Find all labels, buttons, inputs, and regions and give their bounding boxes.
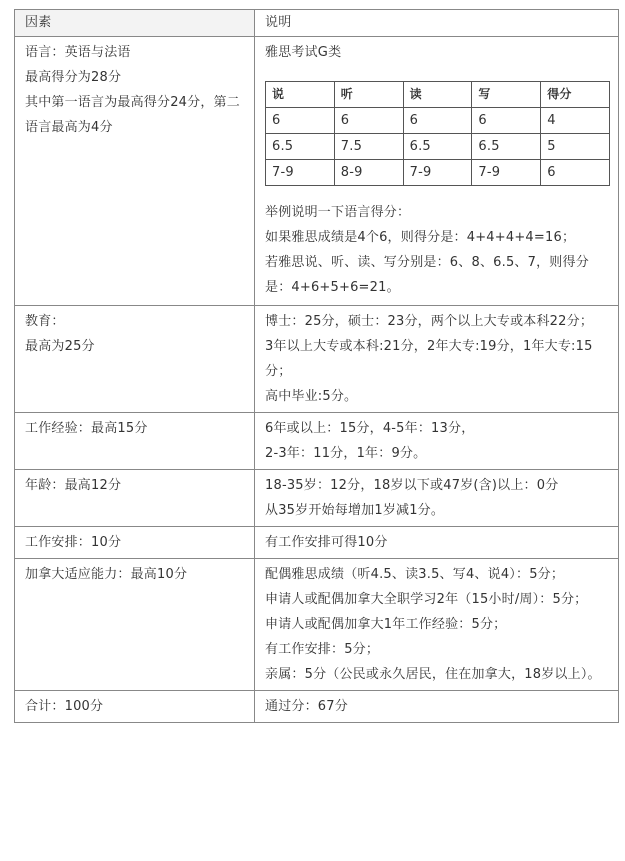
ielts-row	[266, 160, 610, 186]
header-description: 说明	[255, 10, 619, 37]
language-example-line: 如果雅思成绩是4个6，则得分是：4+4+4+4=16；	[265, 230, 576, 245]
job-desc-line: 有工作安排可得10分	[265, 535, 388, 550]
job-factor-cell	[15, 527, 255, 559]
language-factor-line: 语言：英语与法语	[25, 45, 131, 60]
language-factor-line: 最高得分为28分	[25, 70, 122, 85]
ielts-cell: 7-9	[403, 160, 472, 186]
header-factor: 因素	[15, 10, 255, 37]
adapt-description-cell	[255, 559, 619, 691]
total-factor-cell	[15, 691, 255, 723]
education-factor-cell	[15, 306, 255, 413]
work-factor-line: 工作经验：最高15分	[25, 421, 148, 436]
adapt-desc-line: 申请人或配偶加拿大全职学习2年（15小时/周）：5分；	[265, 592, 588, 607]
age-factor-cell	[15, 470, 255, 527]
adapt-desc-line: 亲属：5分（公民或永久居民，住在加拿大，18岁以上）。	[265, 667, 601, 682]
age-row	[15, 470, 619, 527]
total-desc-line: 通过分：67分	[265, 699, 348, 714]
age-desc-line: 从35岁开始每增加1岁减1分。	[265, 503, 445, 518]
language-description-cell	[255, 37, 619, 306]
ielts-cell: 7.5	[334, 134, 403, 160]
ielts-cell: 6	[403, 108, 472, 134]
ielts-header-writing: 写	[472, 82, 541, 108]
work-description-cell	[255, 413, 619, 470]
points-table	[14, 9, 619, 723]
language-factor-cell	[15, 37, 255, 306]
header-row	[15, 10, 619, 37]
total-description-cell	[255, 691, 619, 723]
language-row	[15, 37, 619, 306]
ielts-cell: 5	[541, 134, 610, 160]
job-description-cell	[255, 527, 619, 559]
ielts-header-points: 得分	[541, 82, 610, 108]
work-desc-line: 2-3年：11分，1年：9分。	[265, 446, 427, 461]
age-factor-line: 年龄：最高12分	[25, 478, 122, 493]
ielts-cell: 6.5	[472, 134, 541, 160]
ielts-header-speaking: 说	[266, 82, 335, 108]
ielts-cell: 6	[266, 108, 335, 134]
ielts-row	[266, 108, 610, 134]
ielts-cell: 7-9	[472, 160, 541, 186]
ielts-cell: 6.5	[266, 134, 335, 160]
education-desc-line: 3年以上大专或本科:21分，2年大专:19分，1年大专:15分；	[265, 339, 593, 379]
age-description-cell	[255, 470, 619, 527]
total-factor-line: 合计：100分	[25, 699, 104, 714]
ielts-cell: 8-9	[334, 160, 403, 186]
age-desc-line: 18-35岁：12分，18岁以下或47岁(含)以上：0分	[265, 478, 559, 493]
ielts-cell: 7-9	[266, 160, 335, 186]
education-factor-line: 最高为25分	[25, 339, 95, 354]
adaptability-row	[15, 559, 619, 691]
language-factor-line: 其中第一语言为最高得分24分，第二语言最高为4分	[25, 95, 240, 135]
adapt-desc-line: 有工作安排：5分；	[265, 642, 380, 657]
ielts-header-reading: 读	[403, 82, 472, 108]
adapt-factor-line: 加拿大适应能力：最高10分	[25, 567, 188, 582]
work-desc-line: 6年或以上：15分，4-5年：13分，	[265, 421, 475, 436]
work-experience-row	[15, 413, 619, 470]
ielts-row	[266, 134, 610, 160]
education-description-cell	[255, 306, 619, 413]
ielts-cell: 6	[541, 160, 610, 186]
education-desc-line: 博士：25分，硕士：23分，两个以上大专或本科22分；	[265, 314, 594, 329]
adapt-factor-cell	[15, 559, 255, 691]
ielts-header-row	[266, 82, 610, 108]
job-factor-line: 工作安排：10分	[25, 535, 122, 550]
ielts-score-table	[265, 81, 610, 186]
language-example-line: 若雅思说、听、读、写分别是：6、8、6.5、7，则得分是：4+6+5+6=21。	[265, 255, 589, 295]
ielts-cell: 6	[472, 108, 541, 134]
job-offer-row	[15, 527, 619, 559]
ielts-cell: 4	[541, 108, 610, 134]
education-desc-line: 高中毕业:5分。	[265, 389, 358, 404]
ielts-title: 雅思考试G类	[265, 45, 342, 60]
adapt-desc-line: 配偶雅思成绩（听4.5、读3.5、写4、说4）：5分；	[265, 567, 565, 582]
language-example-line: 举例说明一下语言得分：	[265, 205, 411, 220]
ielts-cell: 6.5	[403, 134, 472, 160]
adapt-desc-line: 申请人或配偶加拿大1年工作经验：5分；	[265, 617, 507, 632]
education-row	[15, 306, 619, 413]
ielts-header-listening: 听	[334, 82, 403, 108]
total-row	[15, 691, 619, 723]
work-factor-cell	[15, 413, 255, 470]
ielts-cell: 6	[334, 108, 403, 134]
education-factor-line: 教育：	[25, 314, 65, 329]
